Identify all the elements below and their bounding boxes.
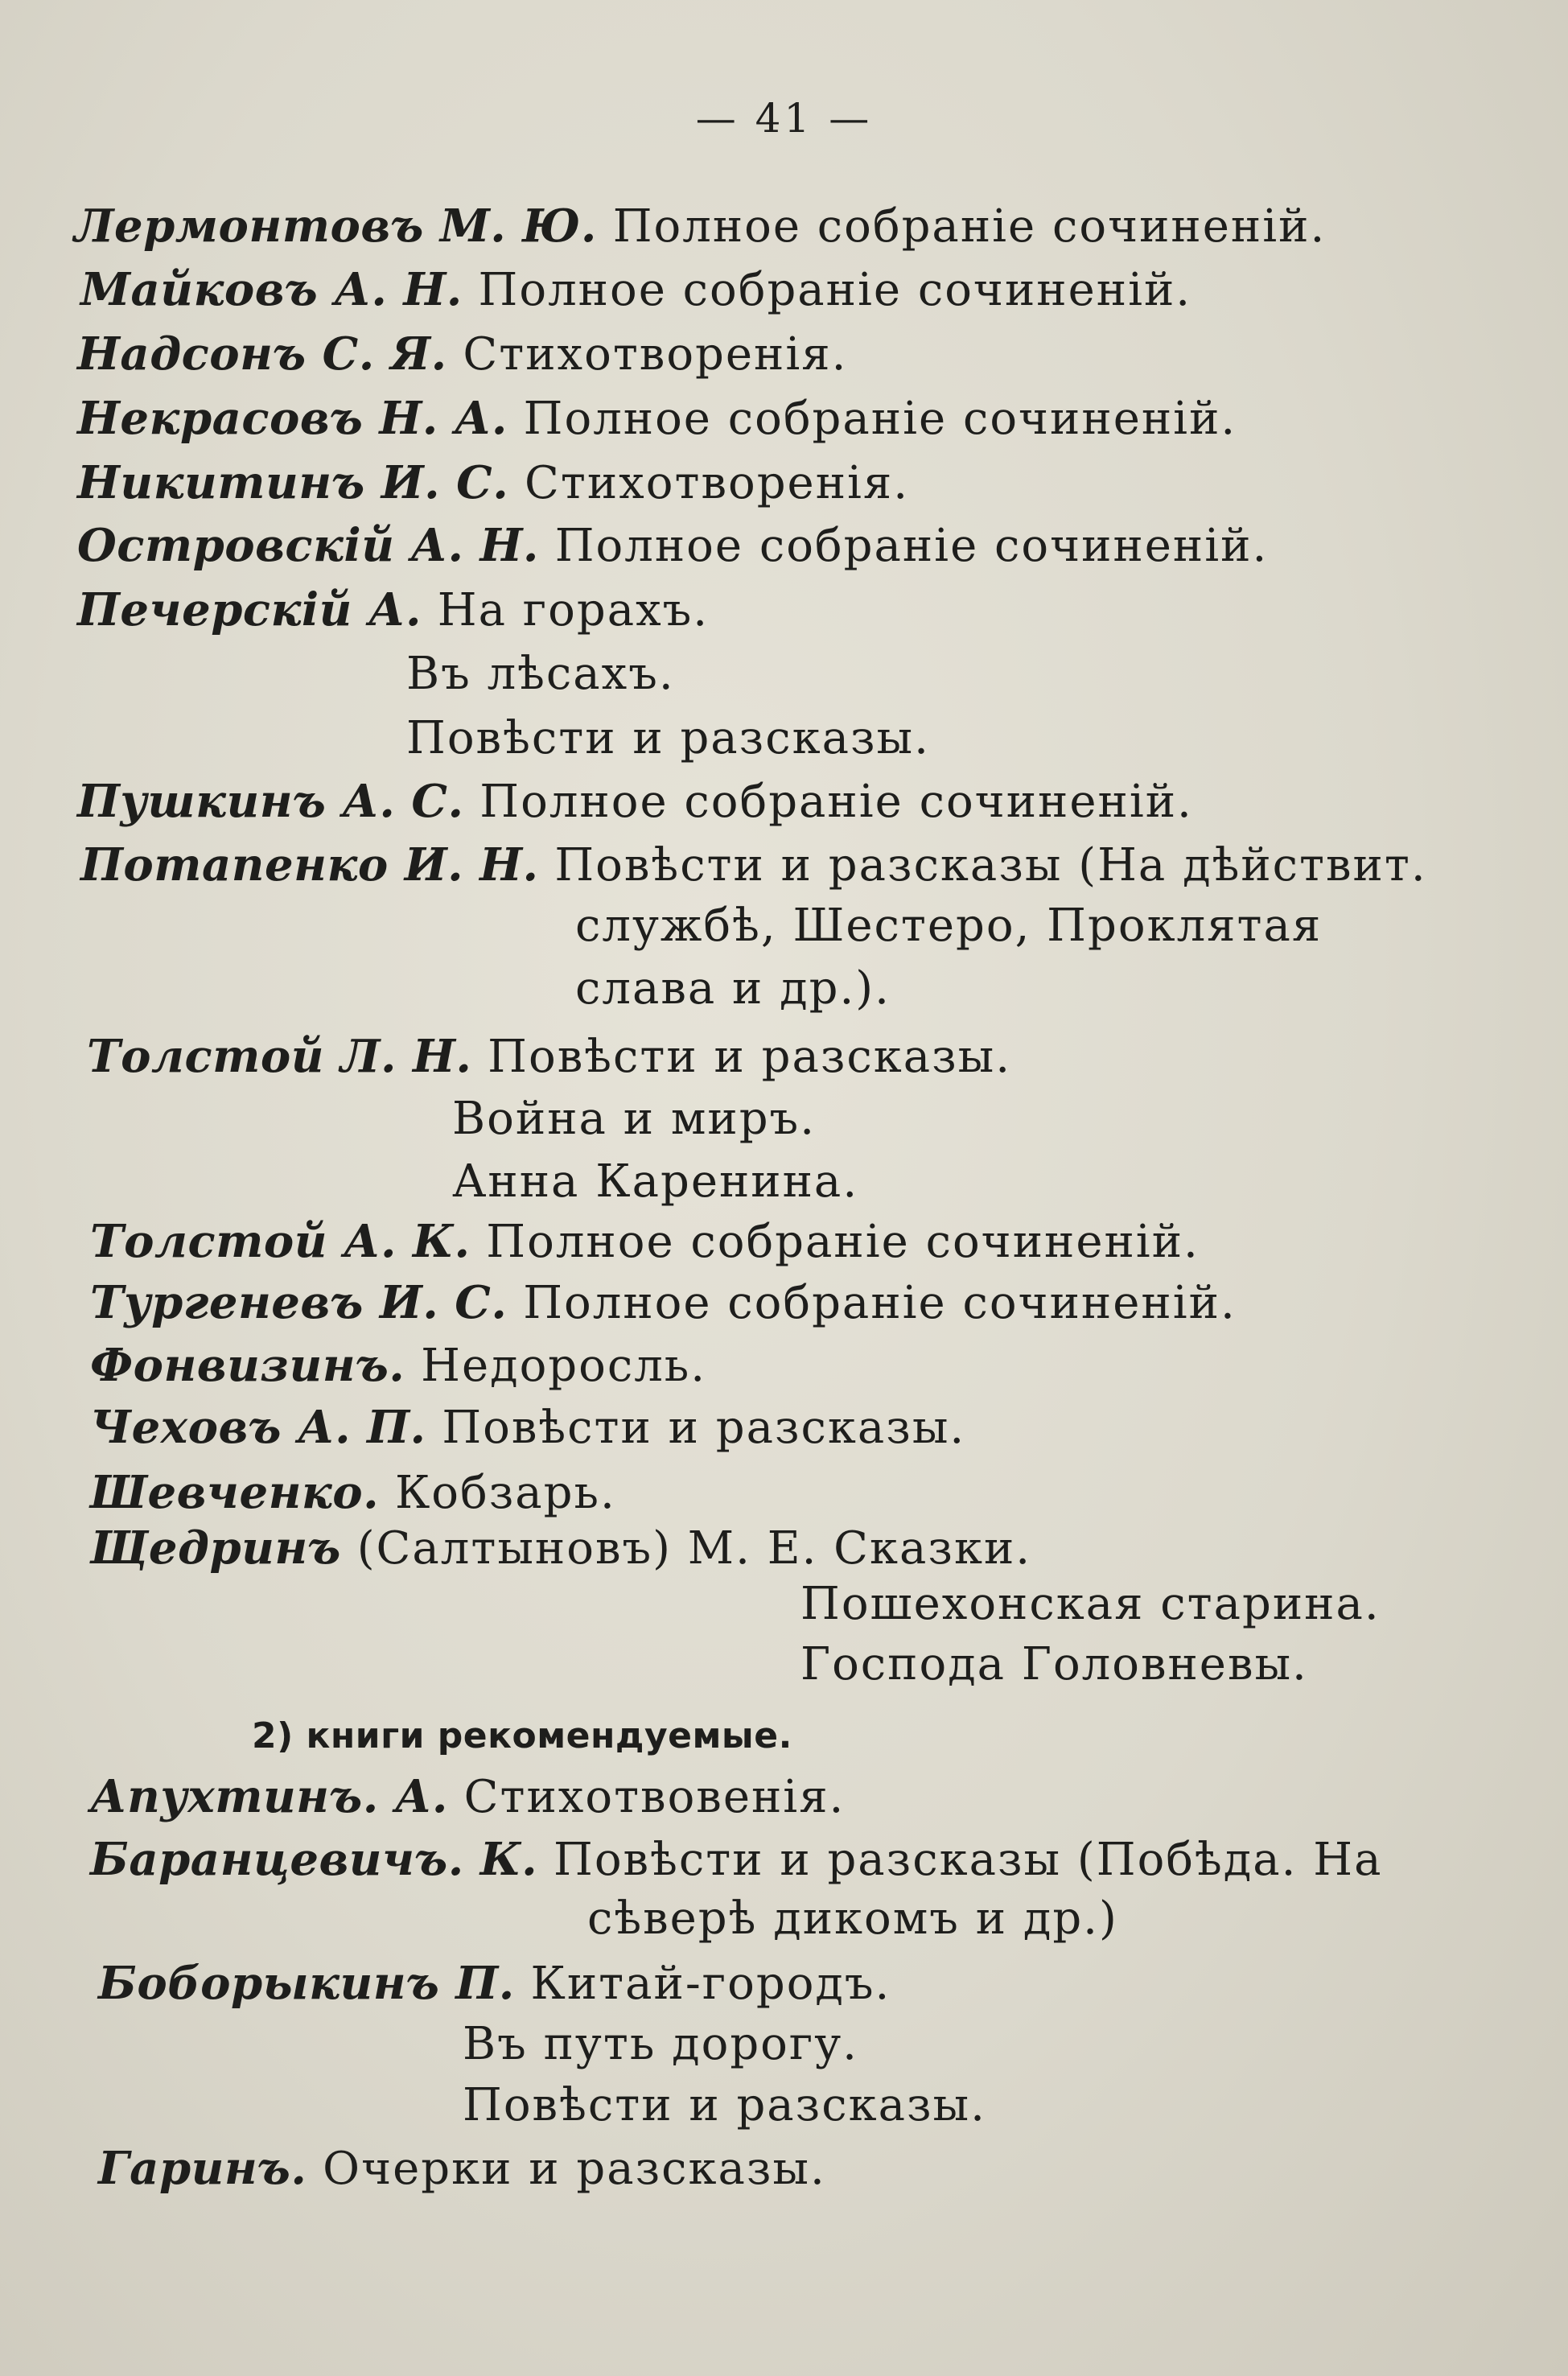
entry-continuation: Повѣсти и разсказы. (406, 712, 930, 764)
entry-author: Щедринъ (90, 1522, 341, 1575)
entry-continuation: Анна Каренина. (452, 1155, 859, 1208)
entry-line (80, 838, 1427, 892)
entry-author: Фонвизинъ. (90, 1339, 405, 1392)
entry-author: Апухтинъ. А. (90, 1770, 448, 1823)
entry-line (74, 200, 1326, 253)
entry-line (90, 1770, 845, 1823)
entry-title: Повѣсти и разсказы. (488, 1031, 1012, 1083)
entry-author: Толстой А. К. (90, 1215, 471, 1268)
entry-author: Надсонъ С. Я. (77, 327, 447, 381)
entry-line (90, 1466, 616, 1519)
entry-line (90, 1522, 1031, 1575)
entry-title: Полное собраніе сочиненій. (479, 776, 1193, 828)
entry-author: Потапенко И. Н. (80, 838, 539, 892)
entry-line (77, 392, 1237, 445)
entry-author: Шевченко. (90, 1466, 380, 1519)
entry-title: Повѣсти и разсказы (Побѣда. На (554, 1834, 1383, 1886)
entry-title: На горахъ. (437, 584, 710, 636)
entry-author: Никитинъ И. С. (77, 456, 509, 509)
entry-author: Тургеневъ И. С. (90, 1276, 508, 1329)
entry-continuation: Пошехонская старина. (800, 1578, 1381, 1630)
entry-author: Островскій А. Н. (77, 519, 539, 572)
entry-author: Толстой Л. Н. (87, 1030, 472, 1083)
entry-author: Пушкинъ А. С. (77, 775, 464, 828)
entry-continuation: слава и др.). (575, 962, 891, 1015)
entry-author: Боборыкинъ П. (98, 1957, 515, 2010)
entry-line (90, 1276, 1237, 1329)
entry-line (90, 1215, 1200, 1268)
entry-continuation: сѣверѣ дикомъ и др.) (587, 1892, 1118, 1945)
entry-title: Полное собраніе сочиненій. (523, 393, 1237, 445)
entry-line (90, 1833, 1382, 1886)
entry-continuation: Повѣсти и разсказы. (463, 2079, 986, 2131)
page-number: — 41 — (695, 95, 873, 142)
entry-line (77, 775, 1193, 828)
entry-title: (Салтыновъ) М. Е. Сказки. (356, 1522, 1032, 1575)
entry-title: Повѣсти и разсказы. (442, 1402, 966, 1454)
entry-line (90, 1339, 706, 1392)
entry-line (98, 2142, 826, 2195)
entry-continuation: Въ путь дорогу. (463, 2018, 858, 2070)
entry-line (87, 1030, 1011, 1083)
entry-line (77, 519, 1268, 572)
entry-title: Полное собраніе сочиненій. (478, 264, 1192, 316)
entry-title: Полное собраніе сочиненій. (523, 1277, 1237, 1329)
entry-line (77, 327, 847, 381)
entry-continuation: службѣ, Шестеро, Проклятая (575, 900, 1323, 952)
entry-author: Некрасовъ Н. А. (77, 392, 508, 445)
entry-continuation: Война и миръ. (452, 1093, 816, 1145)
entry-title: Полное собраніе сочиненій. (612, 200, 1327, 253)
entry-title: Китай-городъ. (530, 1958, 891, 2010)
entry-title: Очерки и разсказы. (323, 2143, 826, 2195)
entry-title: Стихотворенія. (525, 457, 910, 509)
entry-line (77, 583, 709, 636)
entry-author: Печерскій А. (77, 583, 422, 636)
entry-title: Стихотворенія. (463, 328, 848, 381)
section-heading: 2) книги рекомендуемые. (252, 1715, 792, 1756)
entry-author: Чеховъ А. П. (90, 1401, 426, 1454)
entry-line (90, 1401, 965, 1454)
entry-title: Полное собраніе сочиненій. (554, 520, 1269, 572)
entry-line (80, 263, 1191, 316)
entry-author: Баранцевичъ. К. (90, 1833, 538, 1886)
entry-line (77, 456, 909, 509)
entry-continuation: Въ лѣсахъ. (406, 648, 675, 700)
entry-title: Кобзарь. (394, 1467, 616, 1519)
entry-title: Повѣсти и разсказы (На дѣйствит. (554, 839, 1427, 892)
entry-author: Лермонтовъ М. Ю. (74, 200, 597, 253)
entry-title: Полное собраніе сочиненій. (486, 1216, 1200, 1268)
entry-title: Недоросль. (421, 1340, 707, 1392)
entry-line (98, 1957, 891, 2010)
entry-author: Майковъ А. Н. (80, 263, 463, 316)
entry-continuation: Господа Головневы. (800, 1638, 1308, 1690)
entry-title: Стихотвовенія. (463, 1771, 846, 1823)
entry-author: Гаринъ. (98, 2142, 307, 2195)
